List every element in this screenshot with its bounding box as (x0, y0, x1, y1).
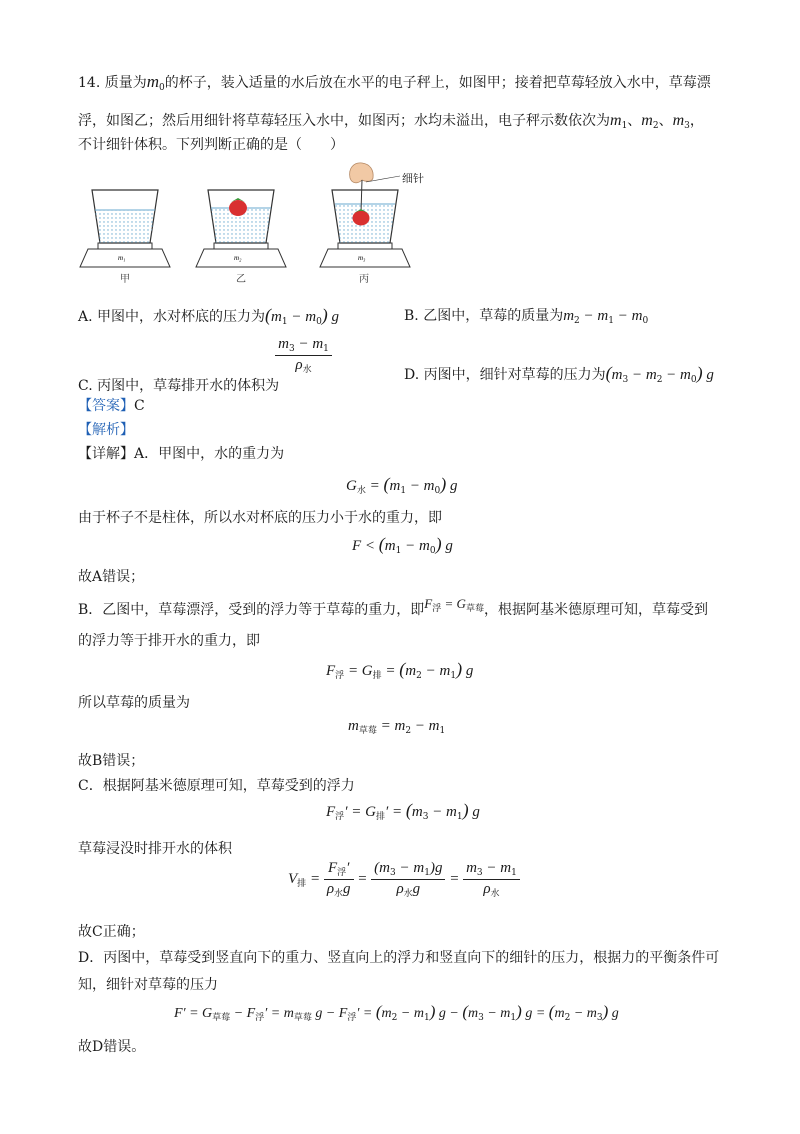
detail-b-line-3: 所以草莓的质量为 (78, 695, 190, 711)
detail-a-text: A．甲图中，水的重力为 (134, 446, 285, 462)
question-line-3: 不计细针体积。下列判断正确的是（ ） (78, 137, 344, 153)
setup-jia (80, 190, 170, 285)
eq-buoyancy-equals-weight: $F_浮 = G_{草莓}$ (424, 596, 484, 614)
m2-symbol: $m_2$ (641, 112, 659, 131)
experiment-figure (70, 160, 430, 290)
detail-a-text-2: 由于杯子不是柱体，所以水对杯底的压力小于水的重力，即 (78, 510, 442, 526)
detail-a-conclusion: 故A错误； (78, 569, 145, 585)
scale-label-m1: m₁ (118, 254, 126, 262)
scale-label-m2: m₂ (234, 254, 242, 262)
eq-displaced-volume: $V_排$ = $\frac{F_浮'}{\rho_水g}$ = $\frac{(m_3 - m_1)g}{\rho_水g}$ = $\frac{m_3 - m_1}{\rho_水}$ (288, 860, 520, 899)
separator: 、 (658, 113, 673, 129)
option-c-text: C. 丙图中，草莓排开水的体积为 (78, 377, 280, 394)
answer-tag: 【答案】 (78, 398, 134, 414)
question-line-2 (78, 110, 704, 131)
setup-yi (196, 190, 286, 285)
detail-b-line-1 (78, 596, 708, 620)
option-a (78, 305, 339, 327)
separator: 、 (627, 113, 642, 129)
question-text: 14. 质量为 (78, 75, 147, 91)
detail-b-conclusion: 故B错误； (78, 753, 145, 769)
answer-value: C (134, 398, 145, 414)
detail-b-text: ，根据阿基米德原理可知，草莓受到 (483, 602, 708, 618)
option-d (404, 363, 714, 385)
detail-a-line (78, 443, 284, 463)
caption-jia: 甲 (120, 274, 130, 285)
option-b (404, 305, 648, 326)
caption-yi: 乙 (236, 274, 246, 285)
eq-pressure-inequality: $F < (m_1 - m_0)$ g (352, 534, 453, 556)
option-c (78, 336, 336, 394)
detail-tag: 【详解】 (78, 446, 134, 462)
scale-label-m3: m₃ (358, 254, 366, 262)
answer-line (78, 395, 145, 415)
eq-needle-force: $F' = G_{草莓} - F_浮' = m_{草莓}$ $g - F_浮' = (m_2 - m_1) g - (m_3 - m_1) g = (m_2 - m_3)$ g (174, 1002, 619, 1023)
m1-symbol: $m_1$ (610, 112, 628, 131)
detail-d-line-2: 知，细针对草莓的压力 (78, 977, 218, 993)
hand-icon (350, 163, 374, 183)
question-text: 的杯子，装入适量的水后放在水平的电子秤上，如图甲；接着把草莓轻放入水中，草莓漂 (164, 75, 711, 91)
option-d-text: D. 丙图中，细针对草莓的压力为 (404, 367, 606, 383)
detail-b-text: B．乙图中，草莓漂浮，受到的浮力等于草莓的重力，即 (78, 602, 425, 618)
eq-water-weight: $G_水 = (m_1 - m_0)$ g (346, 474, 458, 496)
m3-symbol: $m_3$ (672, 112, 690, 131)
option-a-formula: $(m_1 - m_0)$ g (265, 305, 340, 327)
detail-c-conclusion: 故C正确； (78, 924, 145, 940)
question-text: 浮，如图乙；然后用细针将草莓轻压入水中，如图丙；水均未溢出，电子秤示数依次为 (78, 113, 610, 129)
question-text: ， (689, 113, 704, 129)
setup-bing (320, 163, 410, 285)
option-d-formula: $(m_3 - m_2 - m_0)$ g (605, 363, 714, 385)
option-b-formula: $m_2 - m_1 - m_0$ (563, 308, 649, 326)
eq-buoyancy-b: $F_浮 = G_排 = (m_2 - m_1)$ g (326, 659, 474, 681)
detail-d-line-1: D．丙图中，草莓受到竖直向下的重力、竖直向上的浮力和竖直向下的细针的压力，根据力的平衡条件可 (78, 950, 720, 966)
option-a-text: A. 甲图中，水对杯底的压力为 (78, 309, 266, 325)
m0-symbol: $m_0$ (146, 72, 165, 93)
analysis-tag: 【解析】 (78, 422, 134, 438)
option-b-text: B. 乙图中，草莓的质量为 (404, 308, 564, 324)
needle-label: 细针 (402, 172, 424, 185)
question-line-1 (78, 72, 711, 93)
detail-d-conclusion: 故D错误。 (78, 1039, 146, 1055)
detail-b-line-2: 的浮力等于排开水的重力，即 (78, 633, 260, 649)
detail-c-line-2: 草莓浸没时排开水的体积 (78, 841, 232, 857)
eq-buoyancy-c: $F_浮' = G_排' = (m_3 - m_1)$ g (326, 800, 480, 822)
option-c-formula: $\frac{m_3 - m_1}{\rho_水}$ (275, 336, 332, 375)
detail-c-line-1: C．根据阿基米德原理可知，草莓受到的浮力 (78, 778, 355, 794)
eq-strawberry-mass: $m_{草莓} = m_2 - m_1$ (348, 718, 446, 736)
caption-bing: 丙 (359, 274, 369, 285)
